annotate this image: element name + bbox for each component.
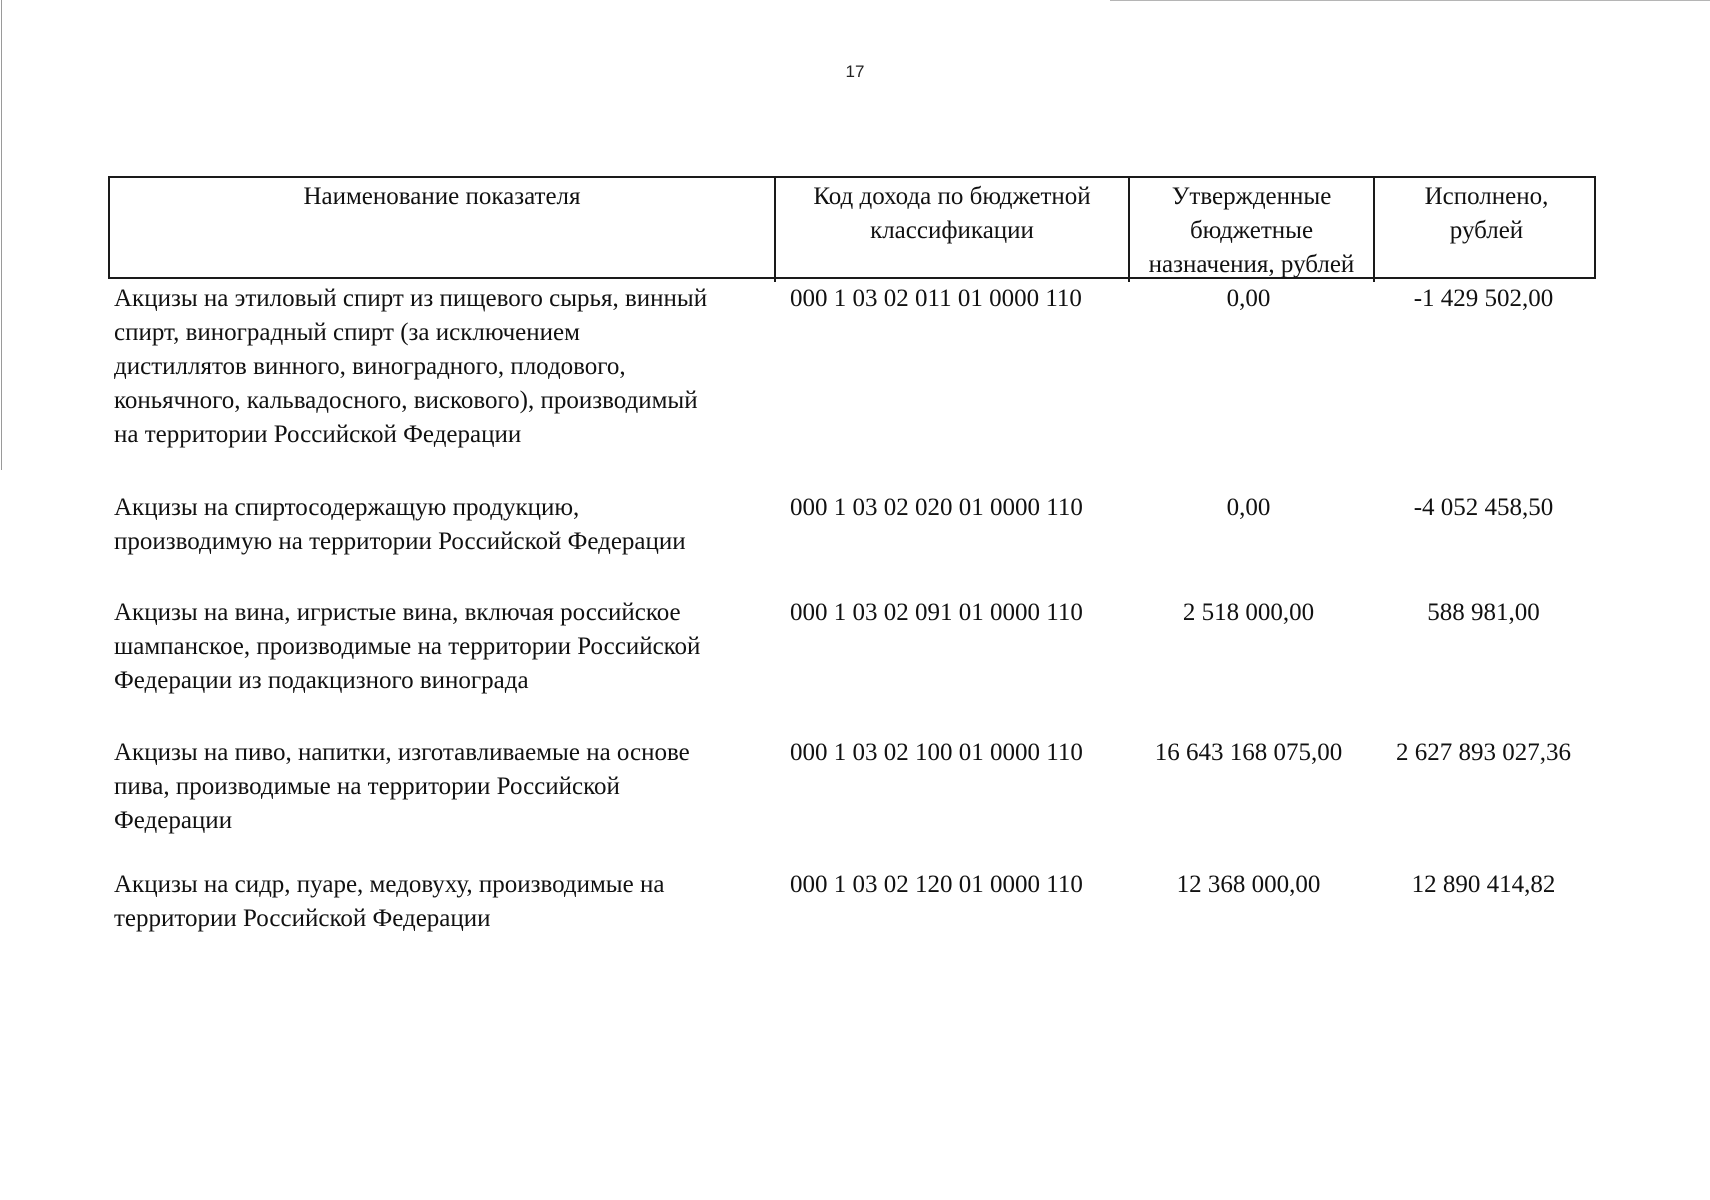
row-approved-amount: 0,00 — [1226, 494, 1271, 521]
table-row — [108, 596, 1596, 736]
row-revenue-code: 000 1 03 02 120 01 0000 110 — [790, 871, 1083, 898]
header-revenue-code: Код дохода по бюджетной классификации — [774, 178, 1128, 282]
row-indicator-name: Акцизы на вина, игристые вина, включая российское шампанское, производимые на территории Российской Федерации из подакцизного винограда — [114, 599, 701, 694]
row-executed-amount: 12 890 414,82 — [1411, 871, 1556, 898]
row-executed-amount: -1 429 502,00 — [1413, 285, 1554, 312]
row-revenue-code: 000 1 03 02 011 01 0000 110 — [790, 285, 1082, 312]
row-approved-amount: 12 368 000,00 — [1176, 871, 1321, 898]
row-executed-amount: 588 981,00 — [1427, 599, 1540, 626]
row-revenue-code: 000 1 03 02 100 01 0000 110 — [790, 739, 1083, 766]
row-indicator-name: Акцизы на спиртосодержащую продукцию, производимую на территории Российской Федерации — [114, 494, 686, 555]
row-indicator-name: Акцизы на сидр, пуаре, медовуху, производимые на территории Российской Федерации — [114, 871, 665, 932]
table-row — [108, 282, 1596, 491]
row-revenue-code: 000 1 03 02 020 01 0000 110 — [790, 494, 1083, 521]
header-indicator-name: Наименование показателя — [303, 183, 581, 210]
row-approved-amount: 2 518 000,00 — [1182, 599, 1315, 626]
row-executed-amount: 2 627 893 027,36 — [1396, 739, 1571, 766]
header-executed-amount: Исполнено, рублей — [1373, 178, 1598, 282]
table-row — [108, 868, 1596, 948]
scan-edge-top — [1110, 0, 1710, 1]
table-row — [108, 736, 1596, 868]
row-revenue-code: 000 1 03 02 091 01 0000 110 — [790, 599, 1083, 626]
row-indicator-name: Акцизы на этиловый спирт из пищевого сырья, винный спирт, виноградный спирт (за исключением дистиллятов винного, виноградного, плодового, коньячного, кальвадосного, вискового), производимый на территории Российской Федерации — [114, 285, 708, 448]
row-executed-amount: -4 052 458,50 — [1413, 494, 1554, 521]
table-header-row — [108, 176, 1596, 279]
page-number: 17 — [845, 62, 865, 81]
row-approved-amount: 0,00 — [1226, 285, 1271, 312]
revenue-table — [108, 176, 1596, 948]
table-row — [108, 491, 1596, 596]
header-approved-amount: Утвержденные бюджетные назначения, рублей — [1128, 178, 1373, 282]
row-approved-amount: 16 643 168 075,00 — [1154, 739, 1343, 766]
row-indicator-name: Акцизы на пиво, напитки, изготавливаемые на основе пива, производимые на территории Российской Федерации — [114, 739, 690, 834]
